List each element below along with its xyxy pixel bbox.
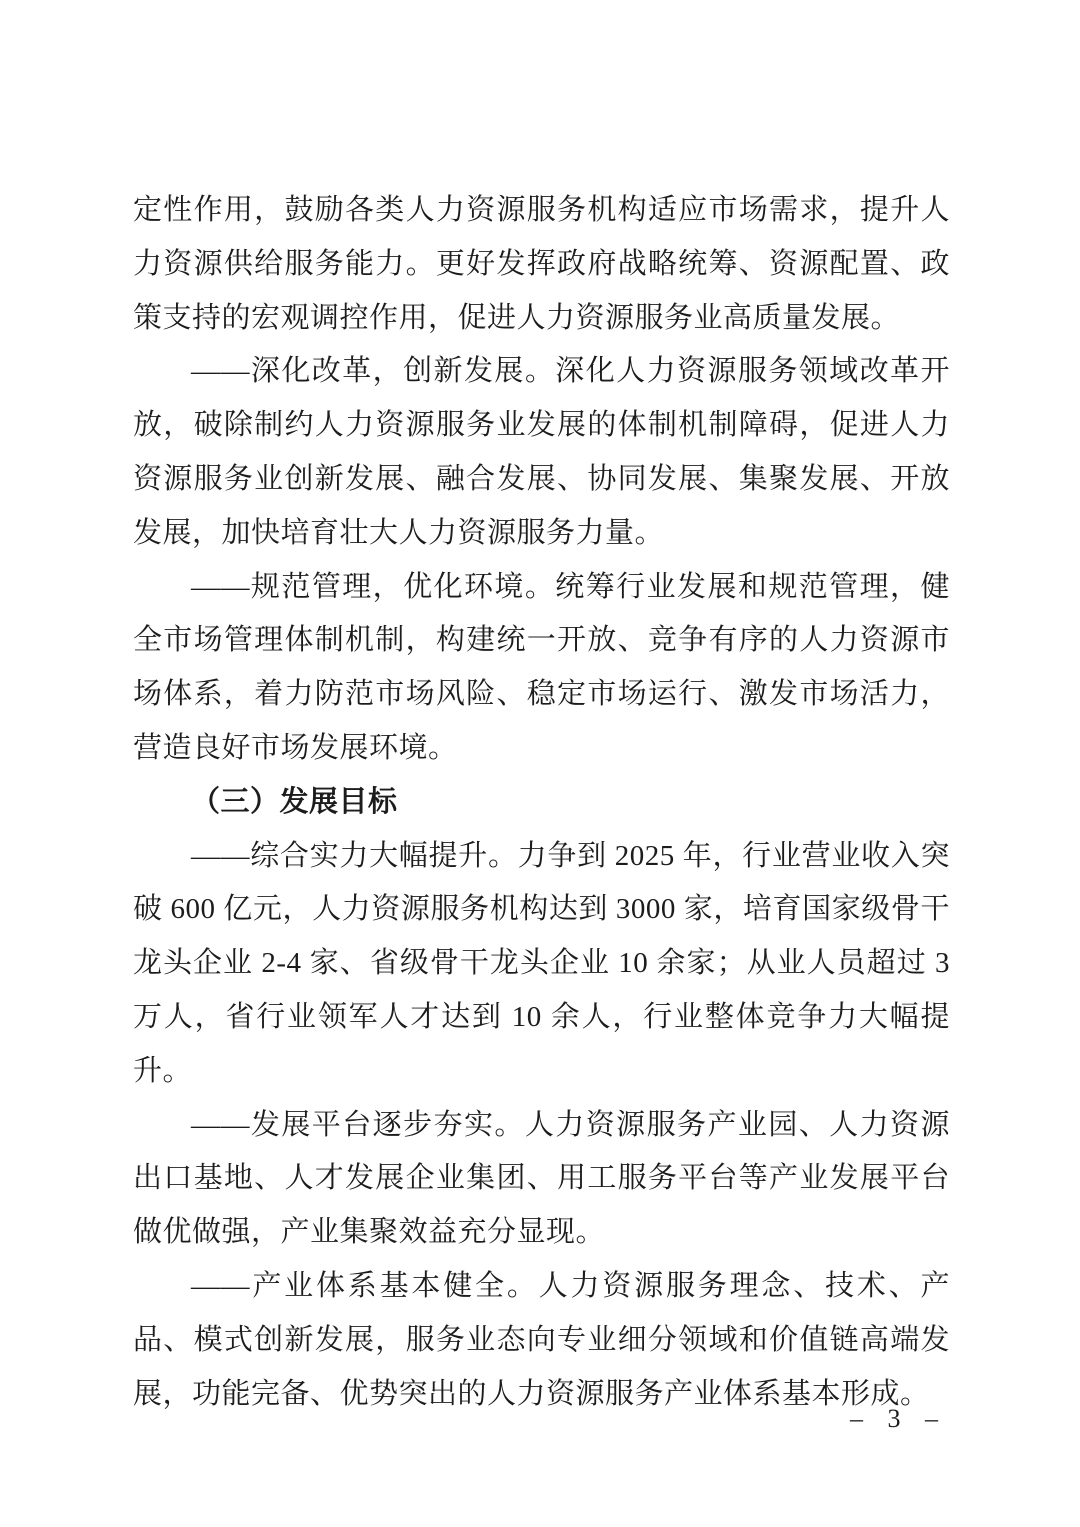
paragraph-industry-system: ——产业体系基本健全。人力资源服务理念、技术、产品、模式创新发展，服务业态向专业细分领域和价值链高端发展，功能完备、优势突出的人力资源服务产业体系基本形成。	[133, 1269, 950, 1410]
paragraph-comprehensive-strength: ——综合实力大幅提升。力争到 2025 年，行业营业收入突破 600 亿元，人力资源服务机构达到 3000 家，培育国家级骨干龙头企业 2-4 家、省级骨干龙头企业 10 余家；从业人员超过 3 万人，省行业领军人才达到 10 余人，行业整体竞争力大幅提升。	[133, 839, 950, 1087]
section-heading-development-goals: （三）发展目标	[191, 785, 398, 818]
paragraph-deepen-reform: ——深化改革，创新发展。深化人力资源服务领域改革开放，破除制约人力资源服务业发展的体制机制障碍，促进人力资源服务业创新发展、融合发展、协同发展、集聚发展、开放发展，加快培育壮大人力资源服务力量。	[133, 355, 950, 549]
document-body	[133, 184, 950, 1421]
paragraph-development-platform: ——发展平台逐步夯实。人力资源服务产业园、人力资源出口基地、人才发展企业集团、用工服务平台等产业发展平台做优做强，产业集聚效益充分显现。	[133, 1108, 950, 1249]
paragraph-standardize-management: ——规范管理，优化环境。统筹行业发展和规范管理，健全市场管理体制机制，构建统一开放、竞争有序的人力资源市场体系，着力防范市场风险、稳定市场运行、激发市场活力，营造良好市场发展环境。	[133, 570, 950, 764]
paragraph-continuation: 定性作用，鼓励各类人力资源服务机构适应市场需求，提升人力资源供给服务能力。更好发挥政府战略统筹、资源配置、政策支持的宏观调控作用，促进人力资源服务业高质量发展。	[133, 194, 950, 334]
page-number: – 3 –	[850, 1404, 947, 1433]
